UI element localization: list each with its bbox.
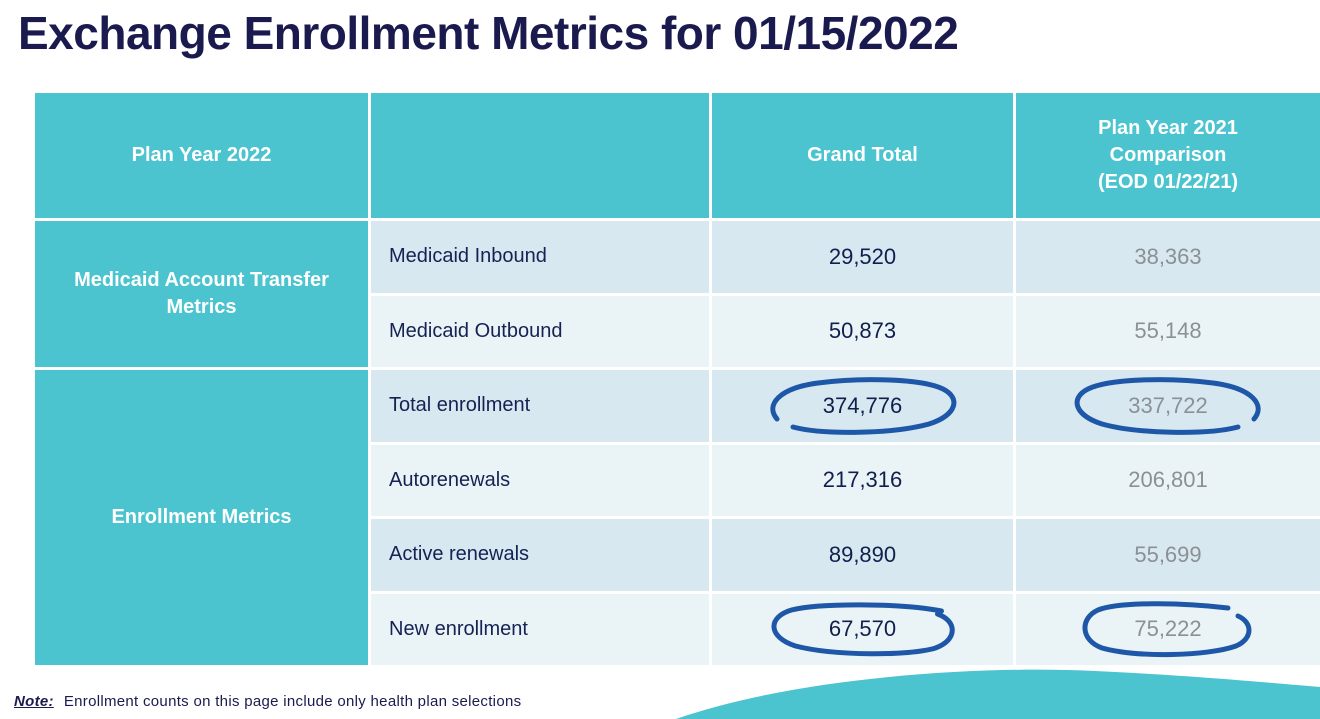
metric-new-enrollment: New enrollment xyxy=(371,594,709,666)
value-text: 89,890 xyxy=(828,541,897,567)
header-comparison-line-1: Plan Year 2021 xyxy=(1098,117,1238,139)
value-text: 67,570 xyxy=(828,616,897,642)
value-medicaid-inbound-grand-total xyxy=(712,221,1013,293)
circled-value xyxy=(815,393,911,419)
circled-value xyxy=(1120,393,1216,419)
value-total-enrollment-comparison xyxy=(1016,370,1320,442)
circled-value xyxy=(1126,616,1209,642)
metric-medicaid-outbound: Medicaid Outbound xyxy=(371,296,709,368)
value-text: 55,148 xyxy=(1134,318,1202,344)
value-text: 29,520 xyxy=(828,243,897,269)
group-medicaid-label: Medicaid Account Transfer Metrics xyxy=(74,269,329,318)
value-text: 206,801 xyxy=(1128,467,1208,493)
footnote-text: Enrollment counts on this page include only health plan selections xyxy=(63,693,522,710)
value-total-enrollment-grand-total xyxy=(712,370,1013,442)
value-new-enrollment-comparison xyxy=(1016,594,1320,666)
value-text: 217,316 xyxy=(822,467,903,493)
value-text: 374,776 xyxy=(822,392,903,418)
value-medicaid-inbound-comparison xyxy=(1016,221,1320,293)
value-medicaid-outbound-comparison xyxy=(1016,296,1320,368)
enrollment-metrics-table xyxy=(35,93,1320,665)
header-empty xyxy=(371,93,709,218)
value-active-renewals-comparison xyxy=(1016,519,1320,591)
header-grand-total-label: Grand Total xyxy=(807,144,918,166)
value-autorenewals-grand-total xyxy=(712,445,1013,517)
value-medicaid-outbound-grand-total xyxy=(712,296,1013,368)
value-text: 75,222 xyxy=(1134,616,1202,642)
metric-medicaid-inbound: Medicaid Inbound xyxy=(371,221,709,293)
group-enrollment-label: Enrollment Metrics xyxy=(111,506,292,528)
value-active-renewals-grand-total xyxy=(712,519,1013,591)
header-plan-year-2022-label: Plan Year 2022 xyxy=(131,144,272,166)
group-label-enrollment-metrics xyxy=(35,370,368,665)
value-text: 38,363 xyxy=(1134,243,1202,269)
header-plan-year-2022 xyxy=(35,93,368,218)
metric-autorenewals: Autorenewals xyxy=(371,445,709,517)
metric-active-renewals: Active renewals xyxy=(371,519,709,591)
header-grand-total xyxy=(712,93,1013,218)
value-new-enrollment-grand-total xyxy=(712,594,1013,666)
decorative-bottom-curve xyxy=(660,665,1320,719)
value-text: 337,722 xyxy=(1128,392,1208,418)
footnote xyxy=(14,693,521,710)
value-text: 55,699 xyxy=(1134,541,1202,567)
group-label-medicaid-account-transfer-metrics xyxy=(35,221,368,367)
metric-total-enrollment: Total enrollment xyxy=(371,370,709,442)
page-title: Exchange Enrollment Metrics for 01/15/2022 xyxy=(18,7,959,59)
value-text: 50,873 xyxy=(828,318,897,344)
header-comparison-line-3: (EOD 01/22/21) xyxy=(1097,171,1239,193)
value-autorenewals-comparison xyxy=(1016,445,1320,517)
header-comparison-line-2: Comparison xyxy=(1109,144,1227,166)
footnote-label: Note: xyxy=(14,693,54,710)
circled-value xyxy=(821,616,904,642)
header-plan-year-2021-comparison xyxy=(1016,93,1320,218)
